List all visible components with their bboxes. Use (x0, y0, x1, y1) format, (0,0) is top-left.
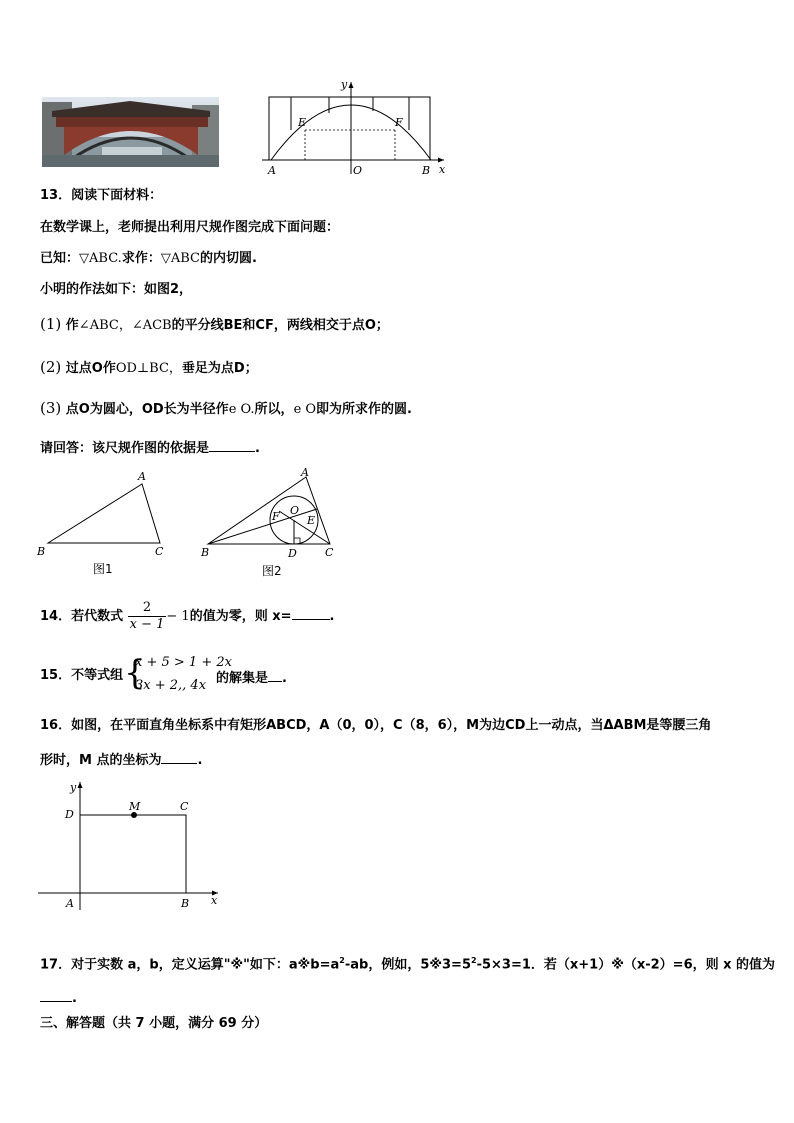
q16-line1-text: 如图，在平面直角坐标系中有矩形ABCD，A（0，0），C（8，6），M为边CD上一动点，当ΔABM是等腰三角 (71, 718, 712, 733)
fig1-label-A: A (138, 470, 146, 483)
fig2-label-D: D (288, 547, 297, 560)
fig2-label-B: B (201, 546, 210, 559)
q13-method: 小明的作法如下：如图2， (40, 282, 193, 297)
q15-ineq2: 3x + 2,, 4x (135, 678, 207, 693)
q17-line2 (40, 988, 77, 1007)
q16-line2-pre: 形时，M 点的坐标为 (40, 753, 162, 768)
step2-b: OD⊥BC， (115, 361, 182, 376)
fig1-label-B: B (37, 545, 46, 558)
q14-pre: 若代数式 (71, 609, 124, 624)
q14-frac-numerator: 2 (128, 600, 167, 617)
q17-sup2: 2 (471, 956, 477, 965)
q13-title-text: 阅读下面材料： (71, 188, 163, 203)
q16-label-D: D (65, 808, 74, 821)
q15-answer-blank[interactable] (268, 668, 282, 682)
q16-label-B: B (181, 897, 190, 910)
bridge-photo-drawing (42, 97, 219, 167)
q13-question-end: . (255, 441, 260, 456)
q14-frac-denominator: x − 1 (129, 617, 165, 632)
step3-e: 即为所求作的圆. (316, 402, 412, 417)
q13-given-tri2: ▽ABC (160, 251, 200, 266)
q15-post: 的解集是 (216, 671, 269, 686)
q16-line2 (40, 750, 202, 769)
q15-brace: { (124, 653, 146, 693)
step1-b: ∠ABC，∠ACB (78, 318, 172, 333)
fig2-label-C: C (325, 546, 334, 559)
q14-minus-one: − 1 (166, 609, 190, 624)
fig2-label-O: O (290, 504, 300, 517)
q17-line1 (40, 953, 775, 973)
q13-given-tri1: ▽ABC. (79, 251, 122, 266)
fig2-label-A: A (301, 466, 309, 479)
q14-end: . (329, 609, 335, 624)
q16-answer-blank[interactable] (161, 750, 197, 764)
fig2-label-E: E (307, 514, 316, 527)
step3-b: e O. (228, 402, 255, 417)
q16-figure (34, 776, 224, 912)
q14-answer-blank[interactable] (292, 606, 330, 620)
q13-number: 13． (40, 188, 72, 203)
step3-c: 所以， (254, 402, 294, 417)
step1-a: 作 (65, 318, 79, 333)
step1-number: (1) (40, 315, 62, 333)
q13-given-post: 的内切圆. (199, 251, 257, 266)
q16-label-A: A (66, 897, 74, 910)
bridge-photo (42, 97, 219, 167)
q13-answer-blank[interactable] (209, 438, 255, 452)
q14-post: 的值为零，则 x= (189, 609, 292, 624)
label-F: F (395, 116, 403, 129)
fig2-label-F: F (272, 510, 280, 523)
label-O: O (353, 164, 363, 177)
triangle-abc-fig1 (48, 484, 160, 543)
q16-label-x: x (211, 894, 218, 907)
q17-line2-end: . (72, 991, 77, 1006)
section3-title: 三、解答题（共 7 小题，满分 69 分） (40, 1016, 268, 1031)
q16-line2-end: . (197, 753, 203, 768)
q17-line1-c: -5×3=1．若（x+1）※（x-2）=6，则 x 的值为 (476, 957, 776, 973)
q13-given (40, 251, 257, 267)
q16-label-M: M (129, 800, 141, 813)
arch-frame (269, 97, 430, 160)
bisector-cf (279, 511, 330, 544)
q13-step2 (40, 359, 258, 377)
q14-fraction (128, 600, 167, 633)
q16-figure-svg (34, 776, 224, 912)
q17-sup1: 2 (339, 956, 345, 965)
q13-step1 (40, 316, 389, 334)
q15-end: . (282, 671, 287, 686)
q15-pre: 不等式组 (71, 668, 124, 683)
q16-label-y: y (70, 781, 77, 794)
q13-given-mid: 求作： (121, 251, 161, 266)
bisector-be (208, 509, 317, 544)
q17-answer-blank[interactable] (40, 988, 72, 1002)
q13-question (40, 438, 260, 457)
q14 (40, 600, 334, 634)
q16-line1 (40, 718, 711, 734)
step1-c: 的平分线BE和CF，两线相交于点O； (171, 318, 389, 333)
arch-coordinate-figure (262, 78, 452, 178)
q15-number: 15． (40, 668, 72, 683)
arch-figure-svg (262, 78, 452, 178)
label-y: y (341, 78, 348, 91)
fig2-caption: 图2 (262, 564, 282, 578)
q17-number: 17． (40, 957, 72, 973)
rectangle-abcd (80, 815, 186, 893)
fig1-caption: 图1 (93, 562, 113, 576)
q17-line1-a: 对于实数 a，b，定义运算"※"如下：a※b=a (71, 957, 340, 973)
q13-step3 (40, 400, 412, 418)
label-E: E (298, 116, 307, 129)
label-A: A (268, 164, 276, 177)
label-B: B (422, 164, 431, 177)
q13-given-pre: 已知： (40, 251, 80, 266)
step3-d: e O (293, 402, 317, 417)
q13-title (40, 188, 162, 204)
q15-ineq1: x + 5 > 1 + 2x (135, 655, 232, 670)
label-x: x (439, 163, 446, 176)
q16-label-C: C (180, 800, 189, 813)
step3-number: (3) (40, 399, 62, 417)
q13-question-text: 请回答：该尺规作图的依据是 (40, 441, 210, 456)
q13-line1: 在数学课上，老师提出利用尺规作图完成下面问题： (40, 220, 340, 235)
step3-a: 点O为圆心，OD长为半径作 (65, 402, 229, 417)
step2-number: (2) (40, 358, 62, 376)
step2-a: 过点O作 (65, 361, 116, 376)
q14-number: 14． (40, 609, 72, 624)
step2-c: 垂足为点D； (181, 361, 258, 376)
q17-line1-b: -ab，例如，5※3=5 (344, 957, 471, 973)
q16-number: 16． (40, 718, 72, 733)
fig1-label-C: C (155, 545, 164, 558)
